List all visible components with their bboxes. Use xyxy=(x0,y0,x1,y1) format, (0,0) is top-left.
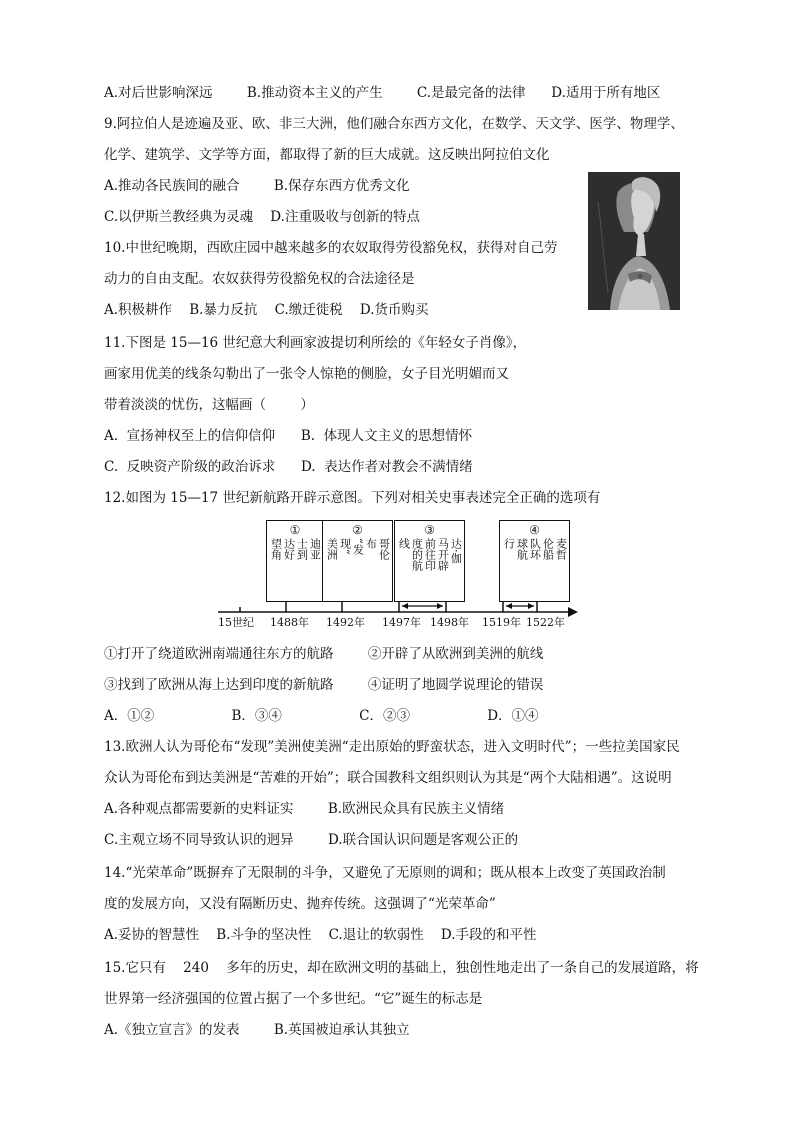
q13-stem-line2: 众认为哥伦布到达美洲是“苦难的开始”；联合国教科文组织则认为其是“两个大陆相遇”。这说明 xyxy=(104,770,672,786)
q9-options-cd: C.以伊斯兰教经典为灵魂 D.注重吸收与创新的特点 xyxy=(104,209,420,225)
q13-options-ab: A.各种观点都需要新的史料证实 B.欧洲民众具有民族主义情绪 xyxy=(104,801,505,817)
q15-stem-line2: 世界第一经济强国的位置占据了一个多世纪。“它”诞生的标志是 xyxy=(104,991,483,1007)
q9-stem-line1: 9.阿拉伯人是迹遍及亚、欧、非三大洲，他们融合东西方文化，在数学、天文学、医学、物理学、 xyxy=(104,116,684,132)
event-text: 麦哲 xyxy=(554,538,568,560)
q15-options-ab: A.《独立宣言》的发表 B.英国被迫承认其独立 xyxy=(104,1022,410,1038)
event-box-1 xyxy=(266,520,324,602)
q14-stem-line1: 14.“光荣革命”既摒弃了无限制的斗争，又避免了无原则的调和；既从根本上改变了英国政治制 xyxy=(104,865,666,881)
event-text: 队环 xyxy=(528,538,542,560)
event-text: 达·伽 xyxy=(449,538,463,564)
timeline-label: 1497年 xyxy=(382,616,421,629)
event-number: ② xyxy=(352,523,363,537)
timeline-label: 1488年 xyxy=(270,616,309,629)
event-text: 线 xyxy=(397,538,411,549)
q15-stem-line1: 15.它只有 240 多年的历史，却在欧洲文明的基础上，独创性地走出了一条自己的发展道路，将 xyxy=(104,960,699,976)
timeline-label: 1519年 xyxy=(482,616,521,629)
portrait-image xyxy=(588,172,680,310)
event-box-3 xyxy=(394,520,465,602)
q13-options-cd: C.主观立场不同导致认识的迥异 D.联合国认识问题是客观公正的 xyxy=(104,832,519,848)
q11-stem-line1: 11.下图是 15—16 世纪意大利画家波提切利所绘的《年轻女子肖像》， xyxy=(104,335,527,351)
q10-stem-line2: 动力的自由支配。农奴获得劳役豁免权的合法途径是 xyxy=(104,271,415,287)
event-text: 伦船 xyxy=(541,538,555,560)
event-number: ④ xyxy=(529,523,540,537)
event-text: 美洲 xyxy=(325,538,339,560)
event-text: 迪亚 xyxy=(308,538,322,560)
q12-item-3-4: ③找到了欧洲从海上达到印度的新航路 ④证明了地圆学说理论的错误 xyxy=(104,677,544,693)
event-text: 前往印 xyxy=(423,538,437,571)
event-text: 望角 xyxy=(269,538,283,560)
event-number: ③ xyxy=(424,523,435,537)
q9-stem-line2: 化学、建筑学、文学等方面，都取得了新的巨大成就。这反映出阿拉伯文化 xyxy=(104,147,550,163)
q10-stem-line1: 10.中世纪晚期，西欧庄园中越来越多的农奴取得劳役豁免权，获得对自己劳 xyxy=(104,240,558,256)
event-text: 度的航 xyxy=(410,538,424,571)
timeline-label: 1522年 xyxy=(526,616,565,629)
event-text: 球航 xyxy=(515,538,529,560)
q11-stem-line2: 画家用优美的线条勾勒出了一张令人惊艳的侧脸，女子目光明媚而又 xyxy=(104,366,509,382)
q8-options: A.对后世影响深远 B.推动资本主义的产生 C.是最完备的法律 D.适用于所有地区 xyxy=(104,85,661,101)
event-number: ① xyxy=(289,523,301,537)
q12-options: A．①② B．③④ C．②③ D．①④ xyxy=(104,708,539,724)
portrait-drawing xyxy=(588,172,680,310)
q14-options: A.妥协的智慧性 B.斗争的坚决性 C.退让的软弱性 D.手段的和平性 xyxy=(104,927,537,943)
q12-item-1-2: ①打开了绕道欧洲南端通往东方的航路 ②开辟了从欧洲到美洲的航线 xyxy=(104,646,544,662)
q11-stem-line3: 带着淡淡的忧伤，这幅画（ ） xyxy=(104,397,314,413)
q11-options-ab: A. 宣扬神权至上的信仰信仰 B. 体现人文主义的思想情怀 xyxy=(104,428,473,444)
event-text: 布 xyxy=(364,538,378,549)
q14-stem-line2: 度的发展方向，又没有隔断历史、抛弃传统。这强调了“光荣革命” xyxy=(104,896,496,912)
q13-stem-line1: 13.欧洲人认为哥伦布“发现”美洲使美洲“走出原始的野蛮状态，进入文明时代”；一些拉美国家民 xyxy=(104,739,680,755)
q11-options-cd: C. 反映资产阶级的政治诉求 D. 表达作者对教会不满情绪 xyxy=(104,459,473,475)
q12-stem: 12.如图为 15—17 世纪新航路开辟示意图。下列对相关史事表述完全正确的选项有 xyxy=(104,490,601,506)
event-text: 行 xyxy=(502,538,516,549)
q9-options-ab: A.推动各民族间的融合 B.保存东西方优秀文化 xyxy=(104,178,410,194)
event-text: 马开辟 xyxy=(436,538,450,571)
event-box-2 xyxy=(322,520,393,602)
timeline-label: 1492年 xyxy=(326,616,365,629)
event-box-4 xyxy=(499,520,570,602)
timeline-label: 1498年 xyxy=(430,616,469,629)
event-text: 达好 xyxy=(282,538,296,560)
event-text: “发 xyxy=(351,538,365,555)
timeline-label: 15世纪 xyxy=(218,616,254,629)
event-text: 哥伦 xyxy=(377,538,391,560)
q10-options: A.积极耕作 B.暴力反抗 C.缴迁徙税 D.货币购买 xyxy=(104,302,429,318)
event-text: 士到 xyxy=(295,538,309,560)
event-text: 现” xyxy=(338,538,352,555)
voyage-timeline xyxy=(212,516,580,634)
